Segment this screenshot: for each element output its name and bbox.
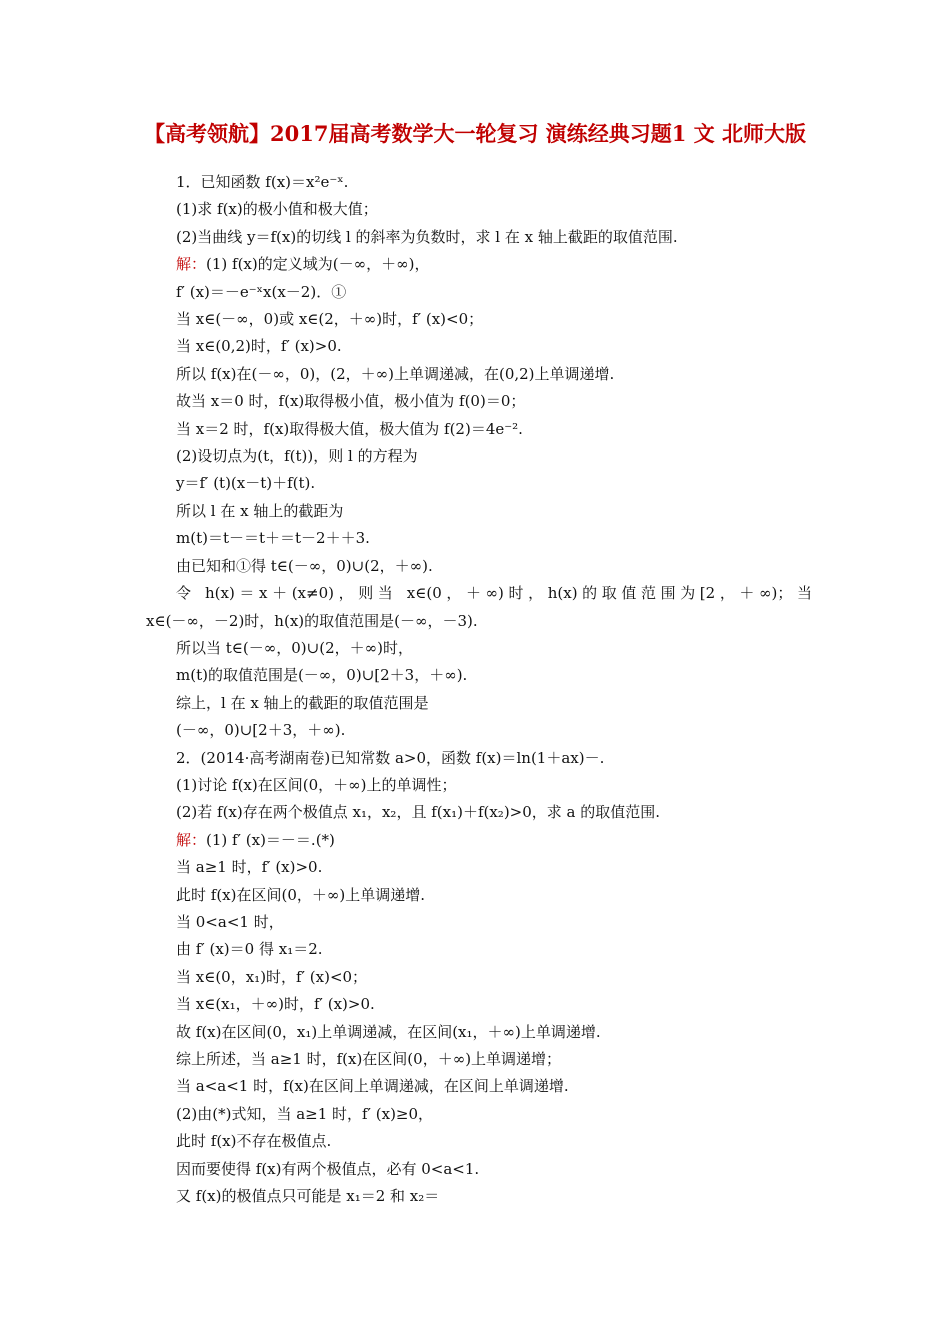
solution-1-line: x∈(－∞，－2)时，h(x)的取值范围是(－∞，－3). [146, 611, 478, 630]
solution-2-line: 当 a<a<1 时，f(x)在区间上单调递减，在区间上单调递增. [176, 1077, 569, 1096]
document-title: 【高考领航】2017届高考数学大一轮复习 演练经典习题1 文 北师大版 [144, 121, 806, 146]
solution-2-line: (2)由(*)式知，当 a≥1 时，f′ (x)≥0， [176, 1104, 434, 1123]
solution-2-line: 当 x∈(0，x₁)时，f′ (x)<0； [176, 967, 368, 986]
solution-1-line: f′ (x)＝－e⁻ˣx(x－2)．① [176, 282, 347, 301]
solution-2-line: 又 f(x)的极值点只可能是 x₁＝2 和 x₂＝ [176, 1187, 440, 1206]
problem-1-part-2: (2)当曲线 y＝f(x)的切线 l 的斜率为负数时，求 l 在 x 轴上截距的取值范围. [176, 227, 678, 246]
solution-1-line: m(t)＝t－＝t＋＝t－2＋＋3. [176, 529, 370, 548]
problem-2-statement: 2．(2014·高考湖南卷)已知常数 a>0，函数 f(x)＝ln(1＋ax)－. [176, 748, 605, 767]
solution-1-line: 令 h(x)＝x＋(x≠0)，则当 x∈(0，＋∞)时，h(x)的取值范围为[2，＋∞)；当 [176, 584, 812, 603]
solution-1-line: (2)设切点为(t，f(t))，则 l 的方程为 [176, 447, 418, 466]
solution-2-line: 当 0<a<1 时， [176, 912, 284, 931]
solution-label: 解： [176, 255, 207, 274]
solution-2-line: 当 a≥1 时，f′ (x)>0. [176, 858, 323, 877]
solution-2-line: 故 f(x)在区间(0，x₁)上单调递减，在区间(x₁，＋∞)上单调递增. [176, 1022, 601, 1041]
solution-2-line: 当 x∈(x₁，＋∞)时，f′ (x)>0. [176, 995, 375, 1014]
solution-1-line: y＝f′ (t)(x－t)＋f(t). [176, 474, 316, 493]
solution-2-line: 此时 f(x)在区间(0，＋∞)上单调递增. [176, 885, 425, 904]
solution-2-line: 此时 f(x)不存在极值点. [176, 1132, 332, 1151]
solution-1-line: 解：(1) f(x)的定义域为(－∞，＋∞)， [176, 255, 430, 274]
problem-1-statement: 1．已知函数 f(x)＝x²e⁻ˣ. [176, 173, 349, 191]
solution-2-line: 综上所述，当 a≥1 时，f(x)在区间(0，＋∞)上单调递增； [176, 1050, 562, 1068]
solution-1-line: 当 x＝2 时，f(x)取得极大值，极大值为 f(2)＝4e⁻². [176, 419, 523, 438]
solution-1-line: m(t)的取值范围是(－∞，0)∪[2＋3，＋∞). [176, 666, 468, 685]
solution-1-line: 当 x∈(－∞，0)或 x∈(2，＋∞)时，f′ (x)<0； [176, 310, 484, 329]
solution-1-line: 由已知和①得 t∈(－∞，0)∪(2，＋∞). [176, 556, 433, 575]
solution-1-line: 所以当 t∈(－∞，0)∪(2，＋∞)时， [176, 638, 413, 657]
problem-2-part-2: (2)若 f(x)存在两个极值点 x₁，x₂，且 f(x₁)＋f(x₂)>0，求 a 的取值范围. [176, 803, 661, 822]
solution-1-line: 故当 x＝0 时，f(x)取得极小值，极小值为 f(0)＝0； [176, 392, 526, 411]
problem-1-part-1: (1)求 f(x)的极小值和极大值； [176, 200, 378, 219]
solution-1-line: 当 x∈(0,2)时，f′ (x)>0. [176, 337, 342, 356]
solution-2-line: 解：(1) f′ (x)＝－＝.(*) [176, 830, 335, 849]
solution-1-line: (－∞，0)∪[2＋3，＋∞). [176, 721, 346, 740]
solution-1-line: 所以 f(x)在(－∞，0)，(2，＋∞)上单调递减，在(0,2)上单调递增. [176, 364, 615, 383]
solution-1-line: 综上，l 在 x 轴上的截距的取值范围是 [176, 693, 429, 712]
solution-label: 解： [176, 830, 207, 849]
solution-2-line: 由 f′ (x)＝0 得 x₁＝2. [176, 940, 323, 959]
solution-1-line: 所以 l 在 x 轴上的截距为 [176, 501, 344, 520]
document-body [146, 169, 812, 1210]
solution-2-line: 因而要使得 f(x)有两个极值点，必有 0<a<1. [176, 1159, 480, 1178]
problem-2-part-1: (1)讨论 f(x)在区间(0，＋∞)上的单调性； [176, 775, 457, 794]
